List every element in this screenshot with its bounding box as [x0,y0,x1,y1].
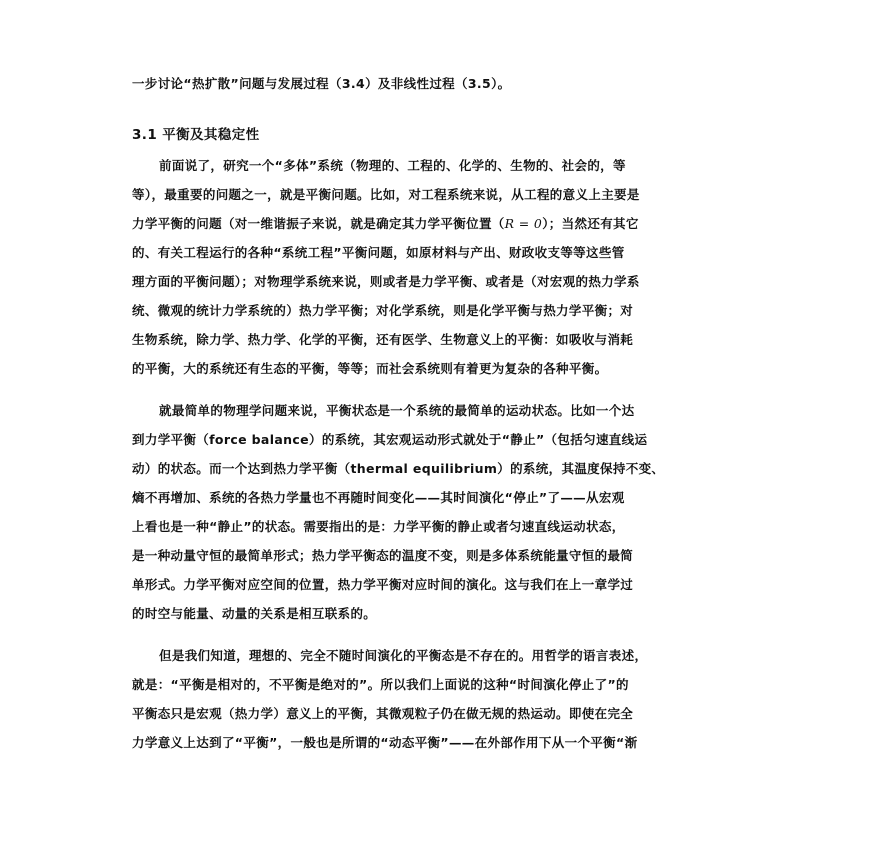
paragraph-2-line-4: 熵不再增加、系统的各热力学量也不再随时间变化——其时间演化“停止”了——从宏观 [132,490,625,505]
paragraph-3-line-1: 但是我们知道，理想的、完全不随时间演化的平衡态是不存在的。用哲学的语言表述， [159,648,648,663]
paragraph-1-line-3-text: 力学平衡的问题（对一维谐振子来说，就是确定其力学平衡位置（ [132,216,505,231]
equilibrium-formula: R = 0 [504,216,543,231]
paragraph-1-line-7: 生物系统，除力学、热力学、化学的平衡，还有医学、生物意义上的平衡：如吸收与消耗 [132,332,634,347]
paragraph-1-line-6: 统、微观的统计力学系统的）热力学平衡；对化学系统，则是化学平衡与热力学平衡；对 [132,303,634,318]
paragraph-1-line-8: 的平衡，大的系统还有生态的平衡，等等；而社会系统则有着更为复杂的各种平衡。 [132,361,608,376]
paragraph-1-line-4: 的、有关工程运行的各种“系统工程”平衡问题，如原材料与产出、财政收支等等这些管 [132,245,625,260]
paragraph-1-line-2: 等），最重要的问题之一，就是平衡问题。比如，对工程系统来说，从工程的意义上主要是 [132,187,640,202]
paragraph-2-line-3: 动）的状态。而一个达到热力学平衡（thermal equilibrium）的系统，其温度保持不变、 [132,461,665,476]
paragraph-3-line-3: 平衡态只是宏观（热力学）意义上的平衡，其微观粒子仍在做无规的热运动。即使在完全 [132,706,634,721]
paragraph-2-line-2: 到力学平衡（force balance）的系统，其宏观运动形式就处于“静止”（包括匀速直线运 [132,432,648,447]
paragraph-1-line-3 [132,216,639,232]
paragraph-3-line-4: 力学意义上达到了“平衡”，一般也是所谓的“动态平衡”——在外部作用下从一个平衡“渐 [132,735,638,750]
paragraph-1-line-5: 理方面的平衡问题）；对物理学系统来说，则或者是力学平衡、或者是（对宏观的热力学系 [132,274,640,289]
paragraph-3-line-2: 就是：“平衡是相对的，不平衡是绝对的”。所以我们上面说的这种“时间演化停止了”的 [132,677,629,692]
paragraph-2-line-8: 的时空与能量、动量的关系是相互联系的。 [132,606,377,621]
paragraph-2-line-7: 单形式。力学平衡对应空间的位置，热力学平衡对应时间的演化。这与我们在上一章学过 [132,577,634,592]
paragraph-2-line-5: 上看也是一种“静止”的状态。需要指出的是：力学平衡的静止或者匀速直线运动状态， [132,519,625,534]
intro-line: 一步讨论“热扩散”问题与发展过程（3.4）及非线性过程（3.5）。 [132,76,511,91]
paragraph-2-line-6: 是一种动量守恒的最简单形式；热力学平衡态的温度不变，则是多体系统能量守恒的最简 [132,548,634,563]
paragraph-2-line-1: 就最简单的物理学问题来说，平衡状态是一个系统的最简单的运动状态。比如一个达 [159,403,635,418]
paragraph-1-line-3-tail: ）；当然还有其它 [542,216,639,231]
paragraph-1-line-1: 前面说了，研究一个“多体”系统（物理的、工程的、化学的、生物的、社会的，等 [159,158,626,173]
section-heading: 3.1 平衡及其稳定性 [132,127,260,143]
